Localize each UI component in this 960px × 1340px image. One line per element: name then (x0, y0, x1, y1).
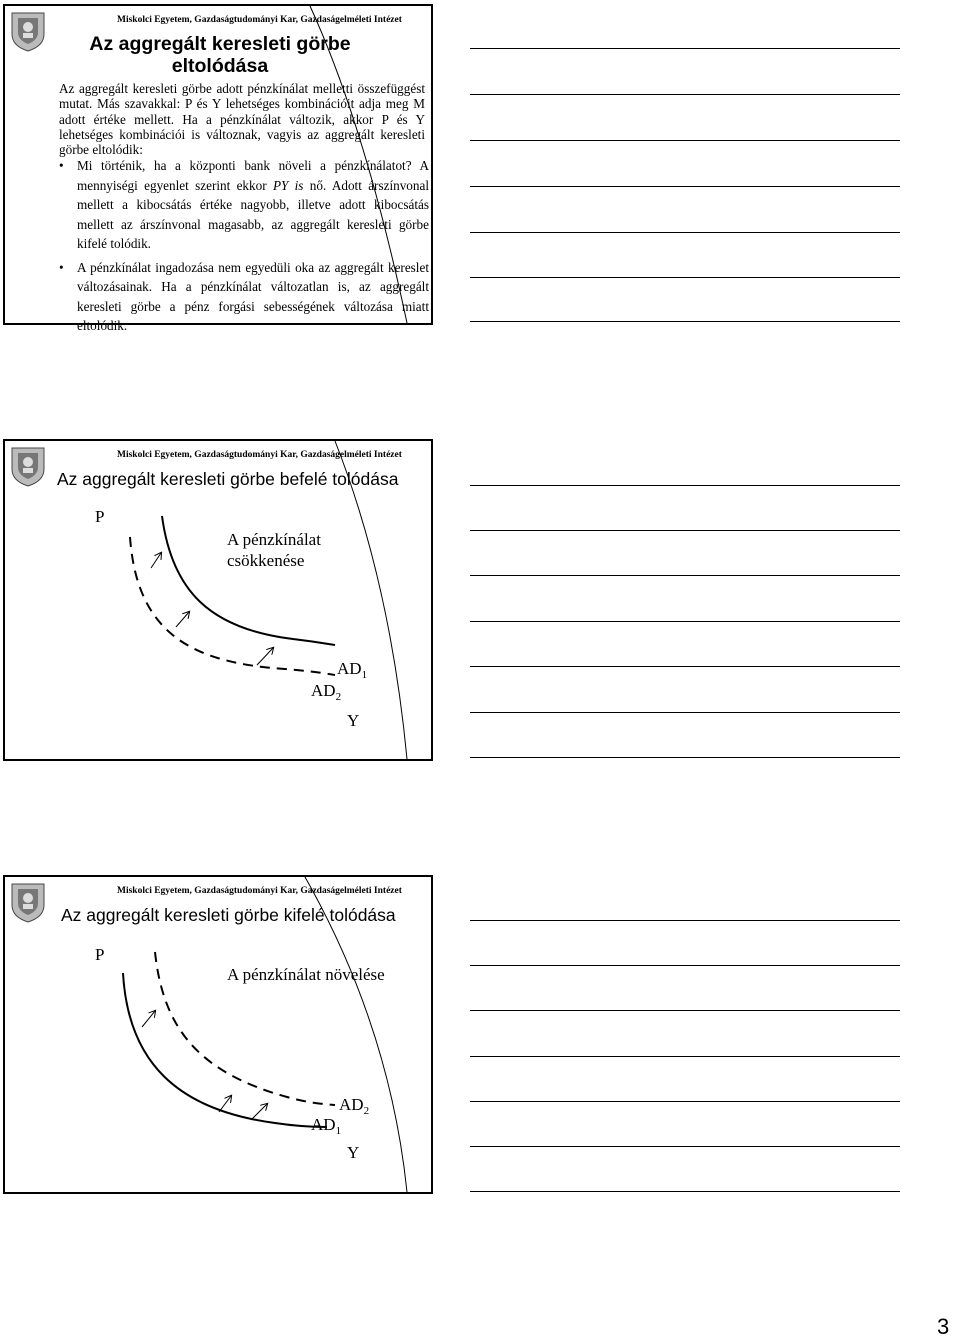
shift-arrow (219, 1096, 231, 1112)
annotation-line-2: csökkenése (227, 551, 305, 570)
annotation (227, 529, 321, 571)
note-line (470, 1010, 900, 1011)
slide-title-line-1: Az aggregált keresleti görbe (89, 33, 351, 55)
note-line (470, 48, 900, 49)
note-line (470, 321, 900, 322)
ad-shift-diagram (5, 877, 431, 1192)
note-line (470, 186, 900, 187)
annotation-line-1: A pénzkínálat (227, 530, 321, 549)
ad2-label-text: AD (311, 681, 336, 700)
bullet-text: nő. Adott árszínvonal mellett a kibocsátás értéke nagyobb, illetve adott kibocsátás mellett az árszínvonal magasabb, az aggregált keresleti görbe kifelé tolódik. (77, 177, 429, 251)
axis-label-p: P (95, 507, 105, 526)
slide-1 (3, 4, 433, 333)
slide-title: Az aggregált keresleti görbe kifelé tolódása (61, 905, 396, 925)
annotation: A pénzkínálat növelése (227, 965, 385, 984)
ad2-label-sub: 2 (335, 691, 342, 703)
ad1-label-text: AD (311, 1115, 336, 1134)
background-arc (5, 6, 431, 323)
page-number: 3 (937, 1314, 950, 1339)
ad2-label-text: AD (339, 1095, 364, 1114)
bullet-dot-icon: • (59, 259, 64, 275)
bullet-text: Mi történik, ha a központi bank növeli a pénzkínálatot? A mennyiségi egyenlet szerint ekkor (77, 158, 429, 193)
note-line (470, 920, 900, 921)
institution-header: Miskolci Egyetem, Gazdaságtudományi Kar, Gazdaságelméleti Intézet (117, 450, 402, 460)
slide-title: Az aggregált keresleti görbe befelé tolódása (57, 469, 399, 489)
note-line (470, 94, 900, 95)
note-line (470, 965, 900, 966)
note-line (470, 530, 900, 531)
note-line (470, 712, 900, 713)
ad1-label-sub: 1 (361, 669, 368, 681)
slide-2 (3, 439, 433, 761)
ad2-label (339, 1095, 369, 1115)
shift-arrow (251, 1104, 267, 1120)
bullet-dot-icon: • (59, 158, 64, 173)
ad1-label (337, 659, 367, 679)
ad2-label (311, 681, 341, 701)
note-line (470, 140, 900, 141)
axis-label-y: Y (347, 711, 360, 730)
note-line (470, 1146, 900, 1147)
axis-label-y: Y (347, 1143, 360, 1162)
note-line (470, 575, 900, 576)
note-line (470, 666, 900, 667)
note-line (470, 1056, 900, 1057)
institution-header: Miskolci Egyetem, Gazdaságtudományi Kar, Gazdaságelméleti Intézet (117, 886, 402, 896)
ad1-label-sub: 1 (335, 1125, 342, 1137)
note-line (470, 621, 900, 622)
ad-shift-diagram (5, 441, 431, 759)
bullet-emphasis: PY is (272, 177, 304, 193)
slide-3 (3, 875, 433, 1194)
axis-label-p: P (95, 945, 105, 964)
shift-arrow (151, 553, 161, 568)
note-line (470, 1101, 900, 1102)
note-line (470, 232, 900, 233)
note-line (470, 277, 900, 278)
shift-arrow (176, 612, 189, 627)
institution-header: Miskolci Egyetem, Gazdaságtudományi Kar, Gazdaságelméleti Intézet (117, 15, 402, 25)
slide-title-line-2: eltolódása (171, 55, 269, 77)
ad2-label-sub: 2 (363, 1105, 370, 1117)
bullet-text: A pénzkínálat ingadozása nem egyedüli oka az aggregált kereslet változásainak. Ha a pénzkínálat változatlan is, az aggregált keresleti görbe a pénz forgási sebességének változása miatt eltolódik. (77, 259, 429, 333)
note-line (470, 1191, 900, 1192)
shift-arrow (257, 648, 273, 665)
background-arc (335, 441, 407, 759)
shift-arrow (142, 1011, 155, 1027)
ad1-label-text: AD (337, 659, 362, 678)
note-line (470, 757, 900, 758)
intro-paragraph-text: Az aggregált keresleti görbe adott pénzkínálat melletti összefüggést mutat. Más szavakkal: P és Y lehetséges kombinációit adja meg M adott értéke mellett. Ha a pénzkínálat változik, akkor P és Y lehetséges kombinációi is változnak, vagyis az aggregált keresleti görbe eltolódik: (59, 81, 425, 158)
ad1-label (311, 1115, 341, 1135)
note-line (470, 485, 900, 486)
